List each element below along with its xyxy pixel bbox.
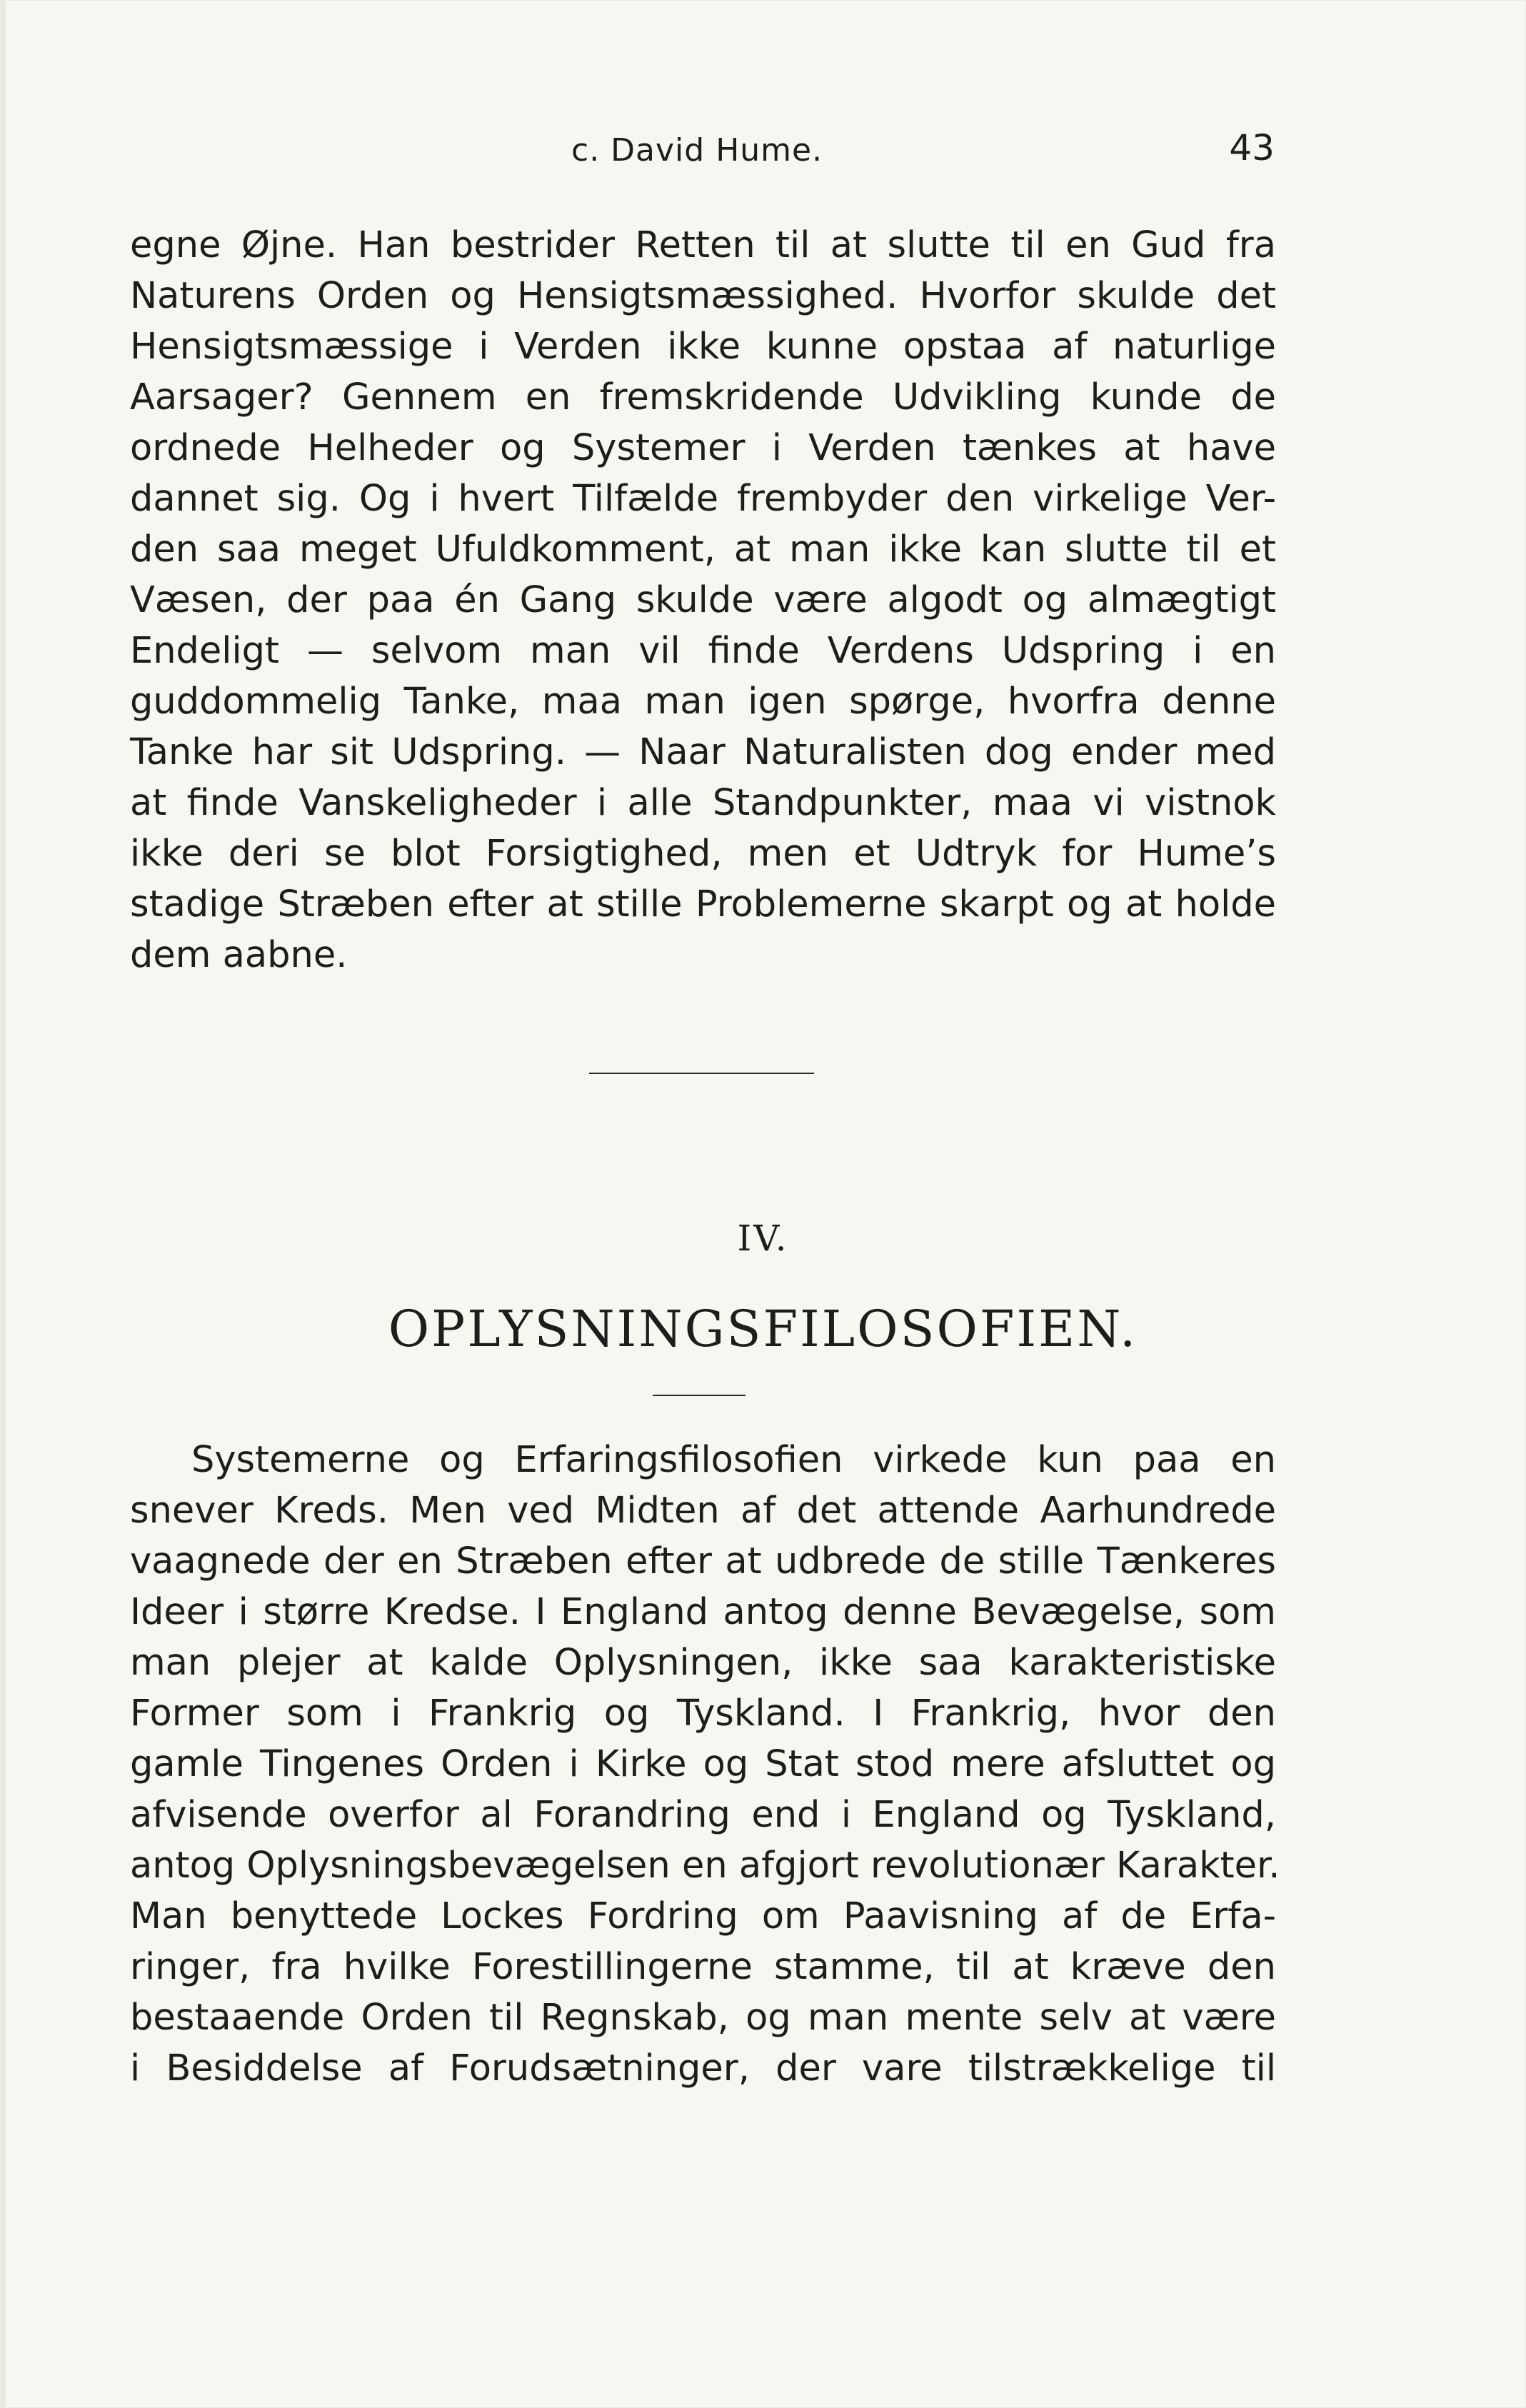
text-line: i Besiddelse af Forudsætninger, der vare tilstrækkelige til xyxy=(130,2047,1276,2090)
page-number: 43 xyxy=(1229,127,1275,169)
text-line: Tanke har sit Udspring. — Naar Naturalisten dog ender med xyxy=(130,731,1276,773)
text-line: Former som i Frankrig og Tyskland. I Frankrig, hvor den xyxy=(130,1692,1276,1735)
text-line: gamle Tingenes Orden i Kirke og Stat stod mere afsluttet og xyxy=(130,1743,1276,1785)
text-line: at finde Vanskeligheder i alle Standpunkter, maa vi vistnok xyxy=(130,782,1276,824)
title-underline-rule xyxy=(653,1395,746,1396)
text-line: dem aabne. xyxy=(130,934,348,976)
text-line: Naturens Orden og Hensigtsmæssighed. Hvorfor skulde det xyxy=(130,275,1276,317)
text-line: Væsen, der paa én Gang skulde være algodt og almægtigt xyxy=(130,579,1276,621)
text-line: ringer, fra hvilke Forestillingerne stamme, til at kræve den xyxy=(130,1946,1276,1988)
text-line: Hensigtsmæssige i Verden ikke kunne opstaa af naturlige xyxy=(130,326,1276,368)
text-line: Ideer i større Kredse. I England antog denne Bevægelse, som xyxy=(130,1591,1276,1633)
text-line: den saa meget Ufuldkomment, at man ikke kan slutte til et xyxy=(130,528,1276,571)
text-line: egne Øjne. Han bestrider Retten til at slutte til en Gud fra xyxy=(130,224,1276,266)
text-line: ordnede Helheder og Systemer i Verden tænkes at have xyxy=(130,427,1276,469)
text-line: dannet sig. Og i hvert Tilfælde frembyder den virkelige Ver- xyxy=(130,478,1276,520)
paragraph-continued xyxy=(130,220,1276,980)
text-line: Man benyttede Lockes Fordring om Paavisning af de Erfa- xyxy=(130,1895,1276,1937)
text-line: afvisende overfor al Forandring end i England og Tyskland, xyxy=(130,1794,1276,1836)
section-paragraph xyxy=(130,1435,1280,2094)
text-line: ikke deri se blot Forsigtighed, men et Udtryk for Hume’s xyxy=(130,833,1276,875)
section-title: OPLYSNINGSFILOSOFIEN. xyxy=(388,1300,1138,1358)
text-line: man plejer at kalde Oplysningen, ikke saa karakteristiske xyxy=(130,1642,1276,1684)
text-line: Endeligt — selvom man vil finde Verdens Udspring i en xyxy=(130,630,1276,672)
section-number: IV. xyxy=(737,1218,789,1259)
text-line: snever Kreds. Men ved Midten af det attende Aarhundrede xyxy=(130,1490,1276,1532)
text-line: vaagnede der en Stræben efter at udbrede de stille Tænkeres xyxy=(130,1540,1276,1582)
running-head: c. David Hume. xyxy=(571,132,823,169)
text-line: guddommelig Tanke, maa man igen spørge, hvorfra denne xyxy=(130,681,1276,723)
section-divider-rule xyxy=(589,1073,814,1074)
text-line: bestaaende Orden til Regnskab, og man mente selv at være xyxy=(130,1997,1276,2039)
text-line: antog Oplysningsbevægelsen en afgjort revolutionær Karakter. xyxy=(130,1845,1280,1887)
text-line: Systemerne og Erfaringsfilosofien virkede kun paa en xyxy=(191,1439,1276,1481)
text-line: Aarsager? Gennem en fremskridende Udvikling kunde de xyxy=(130,376,1276,418)
text-line: stadige Stræben efter at stille Problemerne skarpt og at holde xyxy=(130,883,1276,925)
